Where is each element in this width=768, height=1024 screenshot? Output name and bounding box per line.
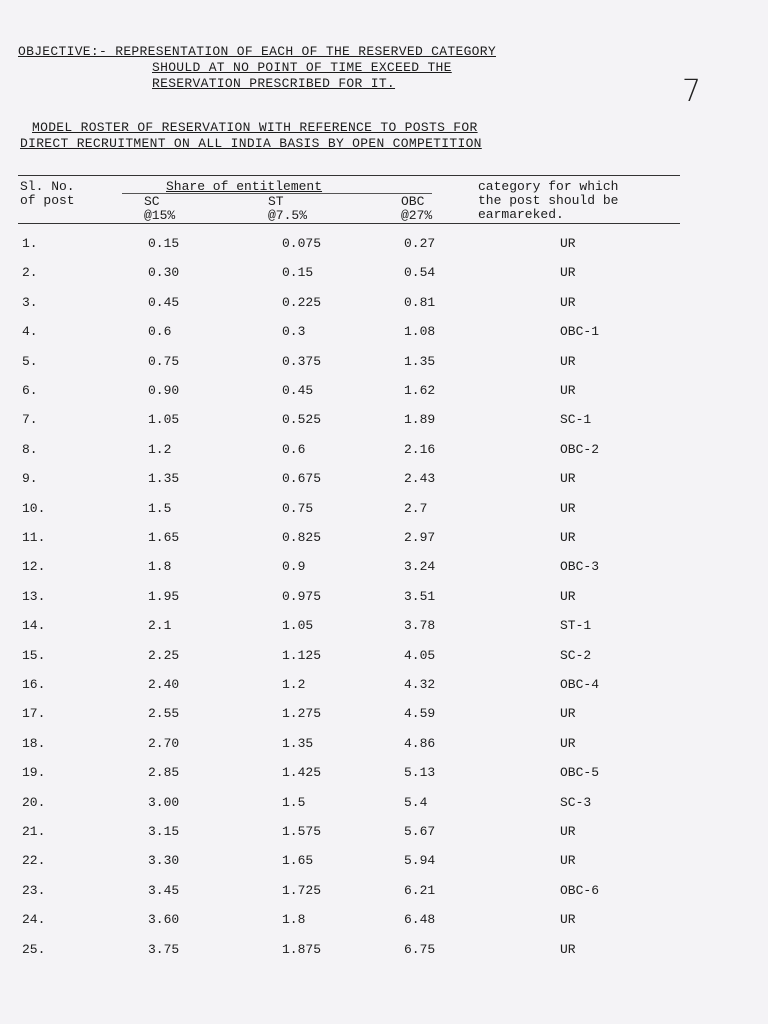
objective-statement [18,44,688,92]
cell-sc-share: 2.70 [148,735,180,751]
cell-sc-share: 3.45 [148,882,180,898]
cell-st-share: 1.575 [282,824,322,839]
cell-sc-share: 0.75 [148,353,180,369]
cell-sc-share: 2.25 [148,647,180,663]
cell-sc-share: 2.85 [148,765,180,781]
cell-st-share: 0.6 [282,441,306,457]
col-sl-header-line-2: of post [20,193,75,208]
cell-sl-no: 13. [22,588,46,604]
col-sc-header [144,195,175,223]
cell-st-share: 0.9 [282,559,306,575]
cell-sc-share: 0.30 [148,265,180,281]
cell-sl-no: 2. [22,265,38,281]
cell-sc-share: 1.65 [148,530,180,545]
cell-sc-share: 0.90 [148,383,180,398]
col-sl-header [20,180,75,208]
cell-obc-share: 6.75 [404,941,436,957]
roster-title [20,120,680,152]
cell-obc-share: 2.16 [404,441,436,457]
col-st-percent: @7.5% [268,208,308,223]
cell-st-share: 0.525 [282,412,322,428]
cell-st-share: 1.275 [282,706,322,722]
cell-category: OBC-5 [560,765,600,781]
cell-obc-share: 2.97 [404,530,436,545]
cell-obc-share: 4.32 [404,677,436,692]
cell-sl-no: 5. [22,353,38,369]
cell-st-share: 1.8 [282,912,306,928]
cell-category: UR [560,912,576,928]
cell-category: UR [560,824,576,839]
cell-st-share: 1.35 [282,735,314,751]
cell-category: UR [560,500,576,516]
cell-category: OBC-6 [560,882,600,898]
table-row [0,471,768,491]
cell-obc-share: 0.27 [404,236,436,251]
col-category-line-3: earmareked. [478,207,564,222]
cell-sl-no: 14. [22,618,46,634]
table-row [0,530,768,550]
cell-category: UR [560,706,576,722]
cell-st-share: 0.375 [282,353,322,369]
roster-title-line-1: MODEL ROSTER OF RESERVATION WITH REFERENCE TO POSTS FOR [32,120,478,135]
col-obc-header [401,195,432,223]
share-of-entitlement-header: Share of entitlement [166,179,323,194]
cell-sc-share: 2.40 [148,677,180,692]
cell-category: UR [560,236,576,251]
cell-sc-share: 1.2 [148,441,172,457]
cell-st-share: 0.45 [282,383,314,398]
cell-obc-share: 1.08 [404,324,436,340]
cell-obc-share: 5.67 [404,824,436,839]
cell-obc-share: 0.81 [404,294,436,310]
cell-category: OBC-3 [560,559,600,575]
col-st-header [268,195,307,223]
table-row [0,618,768,638]
cell-st-share: 1.875 [282,941,322,957]
cell-st-share: 1.425 [282,765,322,781]
cell-category: UR [560,471,576,487]
cell-sl-no: 22. [22,853,46,869]
cell-obc-share: 3.78 [404,618,436,634]
cell-sl-no: 3. [22,294,38,310]
cell-sc-share: 3.00 [148,794,180,810]
cell-obc-share: 2.43 [404,471,436,487]
cell-obc-share: 6.21 [404,882,436,898]
roster-title-line-2: DIRECT RECRUITMENT ON ALL INDIA BASIS BY OPEN COMPETITION [20,136,482,151]
cell-obc-share: 6.48 [404,912,436,928]
table-row [0,795,768,815]
cell-obc-share: 5.4 [404,794,428,810]
table-row [0,265,768,285]
cell-category: OBC-2 [560,441,600,457]
cell-category: ST-1 [560,618,592,634]
cell-obc-share: 5.94 [404,853,436,869]
cell-category: OBC-1 [560,324,600,340]
cell-obc-share: 1.62 [404,383,436,398]
cell-st-share: 1.5 [282,794,306,810]
cell-sl-no: 15. [22,647,46,663]
cell-sc-share: 1.95 [148,588,180,604]
table-row [0,765,768,785]
cell-st-share: 1.65 [282,853,314,869]
cell-sl-no: 11. [22,530,46,545]
col-sc-percent: @15% [144,208,176,223]
cell-sl-no: 16. [22,677,46,692]
cell-category: SC-2 [560,647,592,663]
cell-category: UR [560,735,576,751]
cell-category: UR [560,530,576,545]
table-row [0,677,768,697]
cell-obc-share: 4.86 [404,735,436,751]
table-row [0,853,768,873]
cell-obc-share: 3.24 [404,559,436,575]
cell-sc-share: 3.60 [148,912,180,928]
table-row [0,883,768,903]
cell-sc-share: 0.45 [148,294,180,310]
cell-sc-share: 2.55 [148,706,180,722]
objective-line-2: SHOULD AT NO POINT OF TIME EXCEED THE [152,60,452,75]
objective-line-1: OBJECTIVE:- REPRESENTATION OF EACH OF THE RESERVED CATEGORY [18,44,496,59]
table-row [0,324,768,344]
cell-sl-no: 4. [22,324,38,340]
cell-sl-no: 6. [22,383,38,398]
col-obc-label: OBC [401,194,425,209]
cell-category: SC-3 [560,794,592,810]
cell-st-share: 0.75 [282,500,314,516]
cell-sl-no: 18. [22,735,46,751]
cell-st-share: 0.825 [282,530,322,545]
cell-st-share: 0.075 [282,236,322,251]
cell-category: UR [560,941,576,957]
cell-sc-share: 1.5 [148,500,172,516]
cell-st-share: 1.2 [282,677,306,692]
cell-sl-no: 10. [22,500,46,516]
table-row [0,589,768,609]
cell-sl-no: 17. [22,706,46,722]
table-row [0,354,768,374]
page-number: 7 [682,74,702,109]
objective-line-3: RESERVATION PRESCRIBED FOR IT. [152,76,396,91]
col-category-line-2: the post should be [478,193,619,208]
table-row [0,912,768,932]
cell-category: UR [560,853,576,869]
cell-st-share: 1.725 [282,882,322,898]
cell-category: UR [560,588,576,604]
cell-st-share: 0.225 [282,294,322,310]
cell-st-share: 1.05 [282,618,314,634]
col-st-label: ST [268,194,284,209]
cell-category: SC-1 [560,412,592,428]
cell-sl-no: 1. [22,236,38,251]
cell-sl-no: 20. [22,794,46,810]
cell-obc-share: 4.05 [404,647,436,663]
col-sl-header-line-1: Sl. No. [20,179,75,194]
cell-st-share: 0.3 [282,324,306,340]
cell-category: UR [560,353,576,369]
table-row [0,648,768,668]
cell-sc-share: 0.15 [148,236,180,251]
cell-obc-share: 2.7 [404,500,428,516]
cell-sl-no: 23. [22,882,46,898]
cell-obc-share: 1.35 [404,353,436,369]
cell-sc-share: 3.30 [148,853,180,869]
table-row [0,942,768,962]
cell-obc-share: 1.89 [404,412,436,428]
cell-sc-share: 1.05 [148,412,180,428]
table-row [0,501,768,521]
table-row [0,824,768,844]
cell-category: OBC-4 [560,677,600,692]
cell-sc-share: 1.8 [148,559,172,575]
cell-obc-share: 4.59 [404,706,436,722]
table-row [0,236,768,256]
cell-obc-share: 3.51 [404,588,436,604]
cell-sl-no: 7. [22,412,38,428]
cell-sl-no: 12. [22,559,46,575]
col-category-line-1: category for which [478,179,619,194]
col-sc-label: SC [144,194,160,209]
table-top-rule [18,175,680,176]
table-row [0,706,768,726]
cell-st-share: 0.975 [282,588,322,604]
table-row [0,736,768,756]
cell-sl-no: 8. [22,441,38,457]
table-header-rule [18,223,680,224]
table-row [0,412,768,432]
col-obc-percent: @27% [401,208,433,223]
col-category-header [478,180,618,222]
cell-st-share: 1.125 [282,647,322,663]
cell-sl-no: 9. [22,471,38,487]
cell-sc-share: 2.1 [148,618,172,634]
cell-sl-no: 19. [22,765,46,781]
cell-sc-share: 1.35 [148,471,180,487]
cell-sl-no: 21. [22,824,46,839]
cell-obc-share: 5.13 [404,765,436,781]
table-row [0,559,768,579]
cell-sc-share: 3.15 [148,824,180,839]
cell-sl-no: 25. [22,941,46,957]
cell-st-share: 0.15 [282,265,314,281]
cell-sc-share: 0.6 [148,324,172,340]
cell-sl-no: 24. [22,912,46,928]
cell-obc-share: 0.54 [404,265,436,281]
cell-sc-share: 3.75 [148,941,180,957]
table-row [0,442,768,462]
table-row [0,295,768,315]
table-row [0,383,768,403]
cell-category: UR [560,265,576,281]
cell-st-share: 0.675 [282,471,322,487]
cell-category: UR [560,383,576,398]
cell-category: UR [560,294,576,310]
